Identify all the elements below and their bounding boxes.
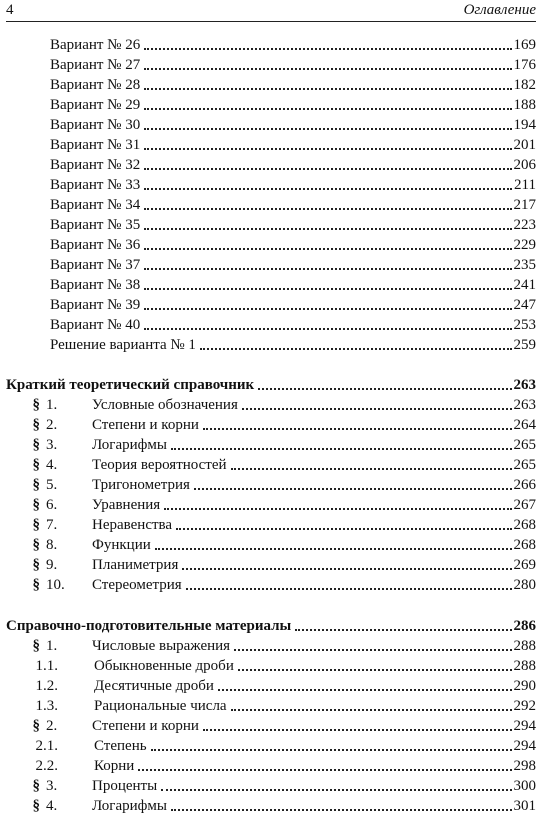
entry-page: 201 [513,137,536,153]
entry-label: Степени и корни [92,417,199,433]
reference-section-title: Справочно-подготовительные материалы [6,618,292,634]
entry-number: 5. [46,477,58,493]
leader-dots [151,745,512,751]
entry-page: 300 [513,778,536,794]
entry-label: Вариант № 37 [50,257,141,273]
leader-dots [203,725,512,731]
leader-dots [176,524,511,530]
entry-label: Вариант № 39 [50,297,141,313]
entry-number: 9. [46,557,58,573]
leader-dots [144,284,511,290]
entry-page: 194 [513,117,536,133]
theory-section [6,374,536,594]
entry-page: 294 [513,738,536,754]
toc-entry [50,254,536,274]
entry-label: Вариант № 26 [50,37,141,53]
toc-entry [50,314,536,334]
section-marker: § [32,437,40,453]
toc-entry [6,795,536,815]
entry-label: Вариант № 40 [50,317,141,333]
theory-section-page: 263 [513,377,536,393]
toc-entry [50,334,536,354]
toc-entry [50,74,536,94]
entry-label: Стереометрия [92,577,182,593]
section-marker: § [32,397,40,413]
entry-page: 235 [513,257,536,273]
entry-page: 280 [513,577,536,593]
leader-dots [203,424,512,430]
entry-number: 2.2. [35,758,58,774]
reference-section-heading [6,615,536,635]
toc-entry [50,34,536,54]
entry-label: Десятичные дроби [94,678,214,694]
entry-label: Степень [94,738,147,754]
leader-dots [144,164,511,170]
entry-label: Логарифмы [92,798,167,814]
entry-page: 188 [513,97,536,113]
entry-page: 301 [513,798,536,814]
toc-entry [50,114,536,134]
entry-page: 268 [513,517,536,533]
theory-section-heading [6,374,536,394]
leader-dots [242,404,512,410]
entry-page: 169 [513,37,536,53]
toc-entry [6,695,536,715]
section-marker: § [32,718,40,734]
entry-label: Вариант № 29 [50,97,141,113]
section-marker: § [32,798,40,814]
toc-entry [6,635,536,655]
entry-number: 3. [46,437,58,453]
entry-number: 7. [46,517,58,533]
leader-dots [144,144,511,150]
leader-dots [144,264,511,270]
entry-page: 264 [513,417,536,433]
entry-page: 217 [513,197,536,213]
leader-dots [171,444,512,450]
leader-dots [138,765,511,771]
entry-number: 1.3. [35,698,58,714]
entry-label: Уравнения [92,497,161,513]
entry-page: 223 [513,217,536,233]
entry-number: 8. [46,537,58,553]
entry-label: Решение варианта № 1 [50,337,196,353]
leader-dots [144,44,511,50]
entry-number: 2.1. [35,738,58,754]
leader-dots [144,124,511,130]
leader-dots [144,64,511,70]
entry-page: 292 [513,698,536,714]
toc-entry [6,494,536,514]
entry-number: 4. [46,457,58,473]
section-marker: § [32,477,40,493]
toc-entry [50,134,536,154]
toc-entry [50,54,536,74]
leader-dots [234,645,511,651]
entry-page: 269 [513,557,536,573]
page-number: 4 [6,2,14,18]
reference-section [6,615,536,815]
leader-dots [161,785,511,791]
entry-label: Числовые выражения [92,638,231,654]
entry-page: 266 [513,477,536,493]
section-marker: § [32,638,40,654]
leader-dots [144,204,511,210]
entry-page: 211 [514,177,536,193]
entry-label: Вариант № 35 [50,217,141,233]
toc-entry [6,454,536,474]
entry-number: 1.2. [35,678,58,694]
entry-label: Тригонометрия [92,477,190,493]
toc-entry [6,655,536,675]
toc-entry [6,715,536,735]
entry-page: 268 [513,537,536,553]
entry-number: 6. [46,497,58,513]
leader-dots [258,384,511,390]
toc-entry [6,735,536,755]
entry-number: 2. [46,718,58,734]
section-marker: § [32,417,40,433]
entry-label: Функции [92,537,151,553]
leader-dots [194,484,512,490]
entry-page: 229 [513,237,536,253]
toc-entry [6,434,536,454]
section-marker: § [32,537,40,553]
section-marker: § [32,577,40,593]
entry-label: Степени и корни [92,718,199,734]
leader-dots [238,665,512,671]
leader-dots [144,304,511,310]
entry-page: 290 [513,678,536,694]
section-marker: § [32,778,40,794]
toc-entry [6,474,536,494]
leader-dots [144,104,511,110]
toc-entry [6,554,536,574]
entry-page: 253 [513,317,536,333]
entry-page: 263 [513,397,536,413]
leader-dots [155,544,512,550]
entry-page: 265 [513,437,536,453]
entry-label: Вариант № 34 [50,197,141,213]
leader-dots [186,584,512,590]
leader-dots [171,805,512,811]
entry-page: 241 [513,277,536,293]
toc-entry [6,574,536,594]
toc-entry [6,394,536,414]
toc-entry [50,274,536,294]
toc-entry [50,214,536,234]
leader-dots [182,564,511,570]
entry-number: 1.1. [35,658,58,674]
leader-dots [144,324,511,330]
section-marker: § [32,517,40,533]
entry-label: Планиметрия [92,557,179,573]
entry-number: 1. [46,638,58,654]
entry-number: 1. [46,397,58,413]
entry-label: Вариант № 27 [50,57,141,73]
toc-entry [6,775,536,795]
toc-entry [6,755,536,775]
entry-page: 259 [513,337,536,353]
entry-label: Корни [94,758,135,774]
entry-label: Логарифмы [92,437,167,453]
toc-entry [6,675,536,695]
running-header [6,0,536,22]
entry-page: 267 [513,497,536,513]
entry-label: Вариант № 31 [50,137,141,153]
variants-list [50,34,536,354]
entry-label: Обыкновенные дроби [94,658,234,674]
leader-dots [200,344,512,350]
toc-entry [6,514,536,534]
theory-items [6,394,536,594]
entry-label: Вариант № 38 [50,277,141,293]
toc-entry [6,534,536,554]
leader-dots [144,244,511,250]
entry-label: Вариант № 28 [50,77,141,93]
entry-page: 298 [513,758,536,774]
leader-dots [231,464,512,470]
toc-entry [50,234,536,254]
entry-page: 294 [513,718,536,734]
running-title: Оглавление [463,2,536,18]
reference-section-page: 286 [513,618,536,634]
toc-entry [50,154,536,174]
entry-label: Вариант № 30 [50,117,141,133]
leader-dots [295,625,511,631]
leader-dots [144,224,511,230]
leader-dots [231,705,512,711]
entry-page: 206 [513,157,536,173]
entry-label: Условные обозначения [92,397,238,413]
theory-section-title: Краткий теоретический справочник [6,377,255,393]
entry-page: 288 [513,638,536,654]
entry-label: Проценты [92,778,158,794]
entry-label: Неравенства [92,517,173,533]
entry-number: 10. [46,577,65,593]
toc-entry [50,294,536,314]
toc-entry [6,414,536,434]
entry-page: 288 [513,658,536,674]
entry-label: Вариант № 32 [50,157,141,173]
entry-number: 4. [46,798,58,814]
entry-number: 2. [46,417,58,433]
leader-dots [218,685,512,691]
entry-page: 247 [513,297,536,313]
entry-number: 3. [46,778,58,794]
entry-page: 176 [513,57,536,73]
entry-label: Вариант № 33 [50,177,141,193]
section-marker: § [32,497,40,513]
section-marker: § [32,557,40,573]
toc-entry [50,174,536,194]
entry-page: 265 [513,457,536,473]
entry-label: Вариант № 36 [50,237,141,253]
reference-items [6,635,536,815]
leader-dots [144,84,511,90]
leader-dots [164,504,511,510]
toc-entry [50,194,536,214]
entry-page: 182 [513,77,536,93]
leader-dots [144,184,512,190]
entry-label: Рациональные числа [94,698,227,714]
section-marker: § [32,457,40,473]
toc-entry [50,94,536,114]
entry-label: Теория вероятностей [92,457,227,473]
